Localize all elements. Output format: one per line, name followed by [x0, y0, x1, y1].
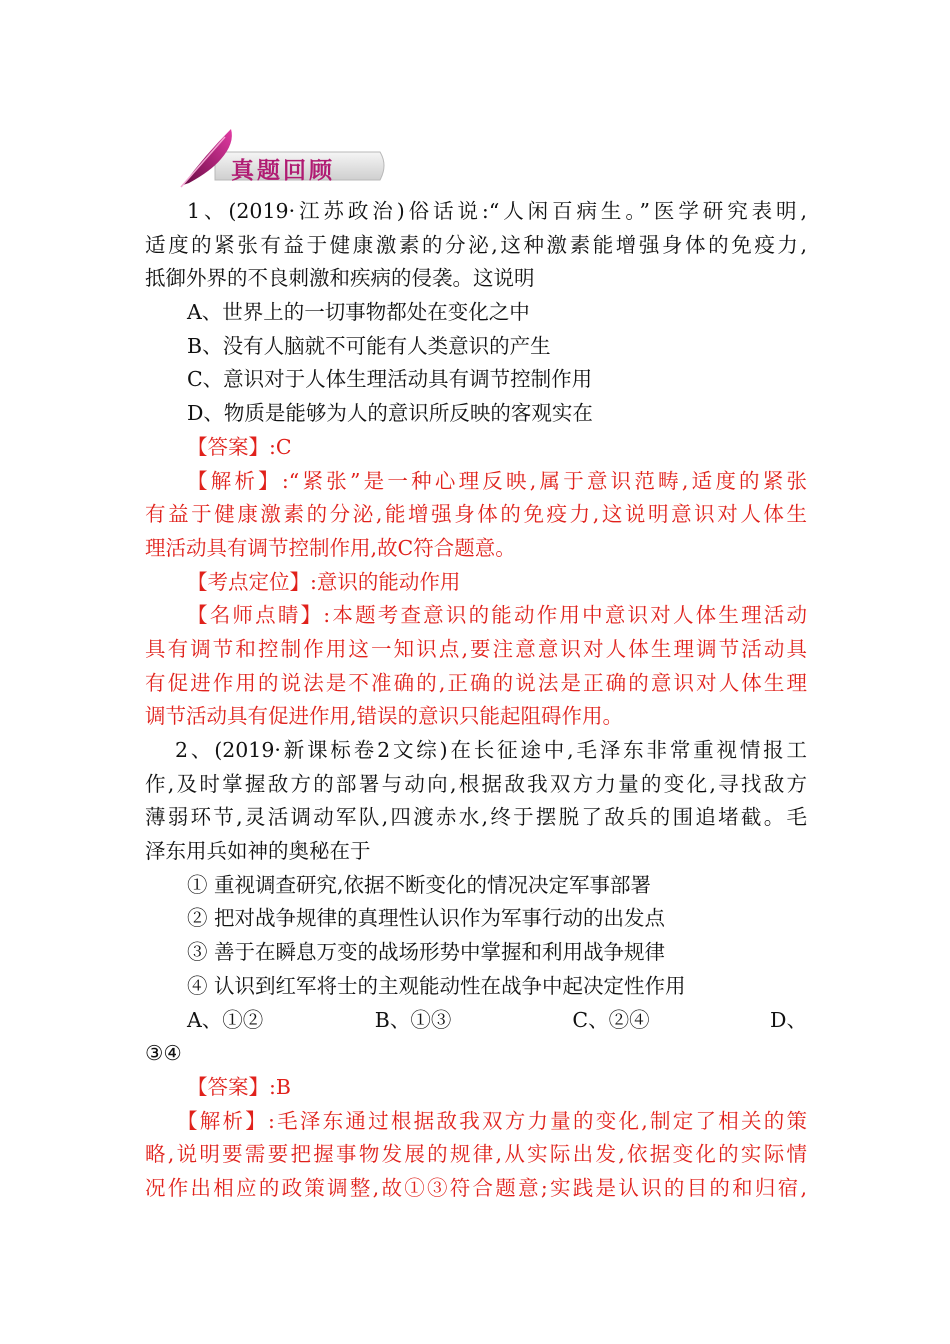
- q2-analysis-line: 况作出相应的政策调整,故①③符合题意;实践是认识的目的和归宿,: [145, 1175, 807, 1200]
- q2-statement-3: ③ 善于在瞬息万变的战场形势中掌握和利用战争规律: [187, 940, 666, 965]
- q2-statement-2: ② 把对战争规律的真理性认识作为军事行动的出发点: [187, 906, 666, 931]
- document-body: [145, 195, 807, 1206]
- q1-analysis-line: 有益于健康激素的分泌,能增强身体的免疫力,这说明意识对人体生: [145, 502, 807, 527]
- q1-answer: 【答案】:C: [187, 434, 292, 459]
- q1-analysis-line: 理活动具有调节控制作用,故C符合题意。: [145, 535, 516, 560]
- q1-option-b: B、没有人脑就不可能有人类意识的产生: [187, 333, 551, 358]
- q2-choices: [145, 1004, 807, 1038]
- q1-option-c: C、意识对于人体生理活动具有调节控制作用: [187, 367, 593, 392]
- q2-stem-line: 薄弱环节,灵活调动军队,四渡赤水,终于摆脱了敌兵的围追堵截。毛: [145, 805, 807, 830]
- q1-stem-line: 1、(2019·江苏政治)俗话说:“人闲百病生。”医学研究表明,: [187, 199, 807, 223]
- q2-choice-d: D、: [770, 1007, 807, 1032]
- q2-choice-a: A、①②: [187, 1007, 264, 1032]
- q1-kaodian: 【考点定位】:意识的能动作用: [187, 569, 461, 594]
- banner-title: 真题回顾: [231, 158, 335, 184]
- q2-choice-c: C、②④: [572, 1007, 650, 1032]
- q2-analysis-line: 略,说明要需要把握事物发展的规律,从实际出发,依据变化的实际情: [145, 1142, 807, 1167]
- q2-stem-line: 2、(2019·新课标卷2文综)在长征途中,毛泽东非常重视情报工: [175, 738, 807, 762]
- q2-stem-line: 泽东用兵如神的奥秘在于: [145, 839, 371, 864]
- q2-choice-b: B、①③: [374, 1007, 452, 1032]
- q1-option-a: A、世界上的一切事物都处在变化之中: [187, 300, 530, 325]
- q2-stem-line: 作,及时掌握敌方的部署与动向,根据敌我双方力量的变化,寻找敌方: [145, 771, 807, 796]
- q1-dianjing-line: 调节活动具有促进作用,错误的意识只能起阻碍作用。: [145, 704, 624, 729]
- q2-statement-1: ① 重视调查研究,依据不断变化的情况决定军事部署: [187, 872, 652, 897]
- q1-dianjing-line: 具有调节和控制作用这一知识点,要注意意识对人体生理调节活动具: [145, 636, 807, 661]
- q1-dianjing-line: 【名师点睛】:本题考查意识的能动作用中意识对人体生理活动: [187, 603, 807, 628]
- q1-stem-line: 适度的紧张有益于健康激素的分泌,这种激素能增强身体的免疫力,: [145, 232, 807, 257]
- q2-statement-4: ④ 认识到红军将士的主观能动性在战争中起决定性作用: [187, 973, 686, 998]
- q2-choice-d-wrap: ③④: [145, 1041, 182, 1066]
- section-banner: [175, 125, 390, 190]
- q1-stem-line: 抵御外界的不良刺激和疾病的侵袭。这说明: [145, 266, 535, 291]
- q1-option-d: D、物质是能够为人的意识所反映的客观实在: [187, 401, 593, 426]
- q1-dianjing-line: 有促进作用的说法是不准确的,正确的说法是正确的意识对人体生理: [145, 670, 807, 695]
- q2-analysis-line: 【解析】:毛泽东通过根据敌我双方力量的变化,制定了相关的策: [177, 1108, 807, 1133]
- q1-analysis-line: 【解析】:“紧张”是一种心理反映,属于意识范畴,适度的紧张: [187, 468, 807, 493]
- q2-answer: 【答案】:B: [187, 1074, 291, 1099]
